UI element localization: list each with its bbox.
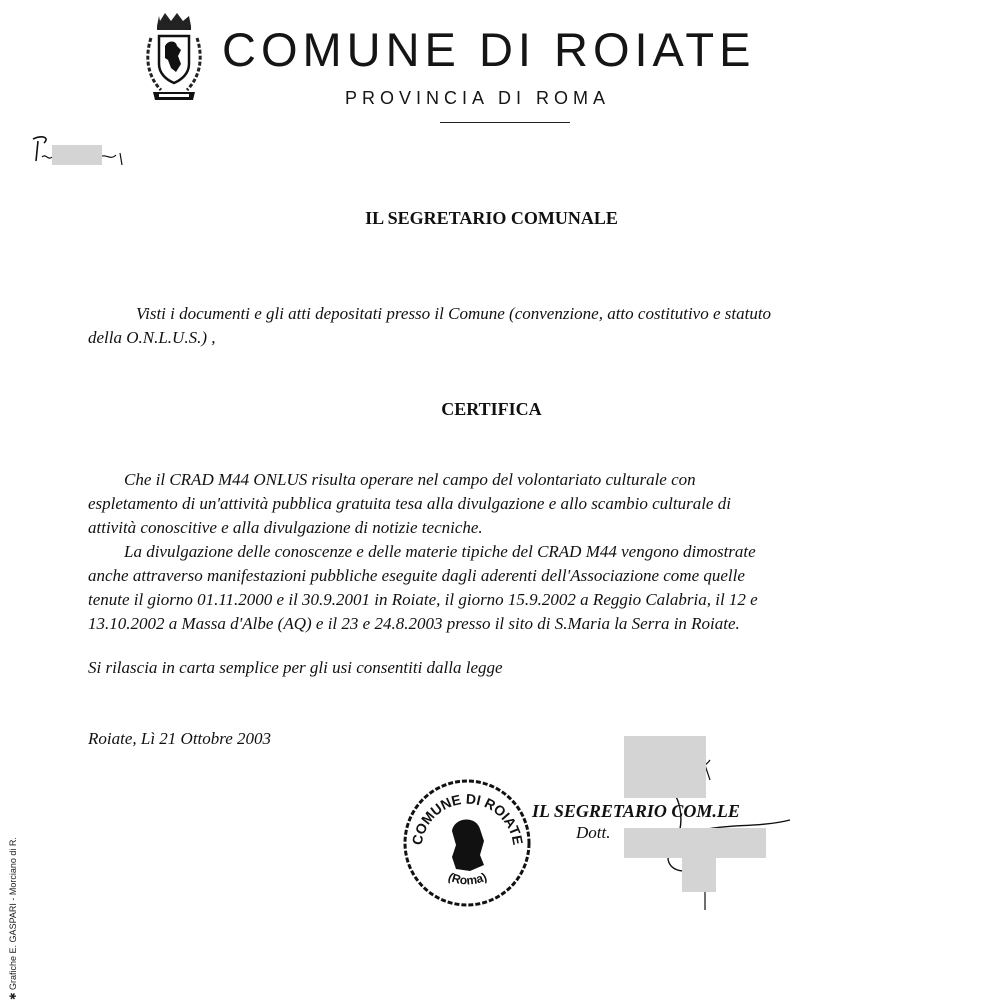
body-line: La divulgazione delle conoscenze e delle materie tipiche del CRAD M44 vengono dimostrate <box>124 542 756 561</box>
letterhead-subtitle: PROVINCIA DI ROMA <box>345 88 611 108</box>
handwritten-protocol-mark <box>30 135 130 170</box>
intro-line: Visti i documenti e gli atti depositati presso il Comune (convenzione, atto costitutivo e statuto <box>136 304 772 323</box>
body-line: tenute il giorno 01.11.2000 e il 30.9.2001 in Roiate, il giorno 15.9.2002 a Reggio Calabria, il 12 e <box>88 590 758 609</box>
body-line: Che il CRAD M44 ONLUS risulta operare nel campo del volontariato culturale con <box>124 470 696 489</box>
official-stamp <box>400 775 535 910</box>
svg-text:(Roma) <box>446 870 489 888</box>
body-line: 13.10.2002 a Massa d'Albe (AQ) e il 23 e 24.8.2003 presso il sito di S.Maria la Serra in Roiate. <box>88 614 740 633</box>
stamp-text: COMUNE DI ROIATE <box>408 790 527 847</box>
body-line: espletamento di un'attività pubblica gratuita tesa alla divulgazione e allo scambio culturale di <box>88 494 731 513</box>
body-line: anche attraverso manifestazioni pubbliche eseguite dagli aderenti dell'Associazione come quelle <box>88 566 745 585</box>
body-paragraph <box>88 468 928 636</box>
rilascia-line: Si rilascia in carta semplice per gli usi consentiti dalla legge <box>88 658 503 677</box>
printer-imprint: ✱ Grafiche E. GASPARI - Morciano di R. <box>8 837 18 1000</box>
municipal-crest-icon <box>143 12 205 104</box>
signature-dott: Dott. <box>576 823 611 842</box>
signature-title: IL SEGRETARIO COM.LE <box>532 801 740 821</box>
body-line: attività conoscitive e alla divulgazione di notizie tecniche. <box>88 518 483 537</box>
letterhead-divider <box>440 122 570 123</box>
intro-paragraph <box>88 302 928 350</box>
stamp-subtext: (Roma) <box>446 869 489 888</box>
intro-line: della O.N.L.U.S.) , <box>88 328 216 347</box>
document-heading: IL SEGRETARIO COMUNALE <box>365 208 618 228</box>
date-line: Roiate, Lì 21 Ottobre 2003 <box>88 729 272 748</box>
certifica-heading: CERTIFICA <box>441 399 542 419</box>
letterhead-title: COMUNE DI ROIATE <box>222 23 756 76</box>
